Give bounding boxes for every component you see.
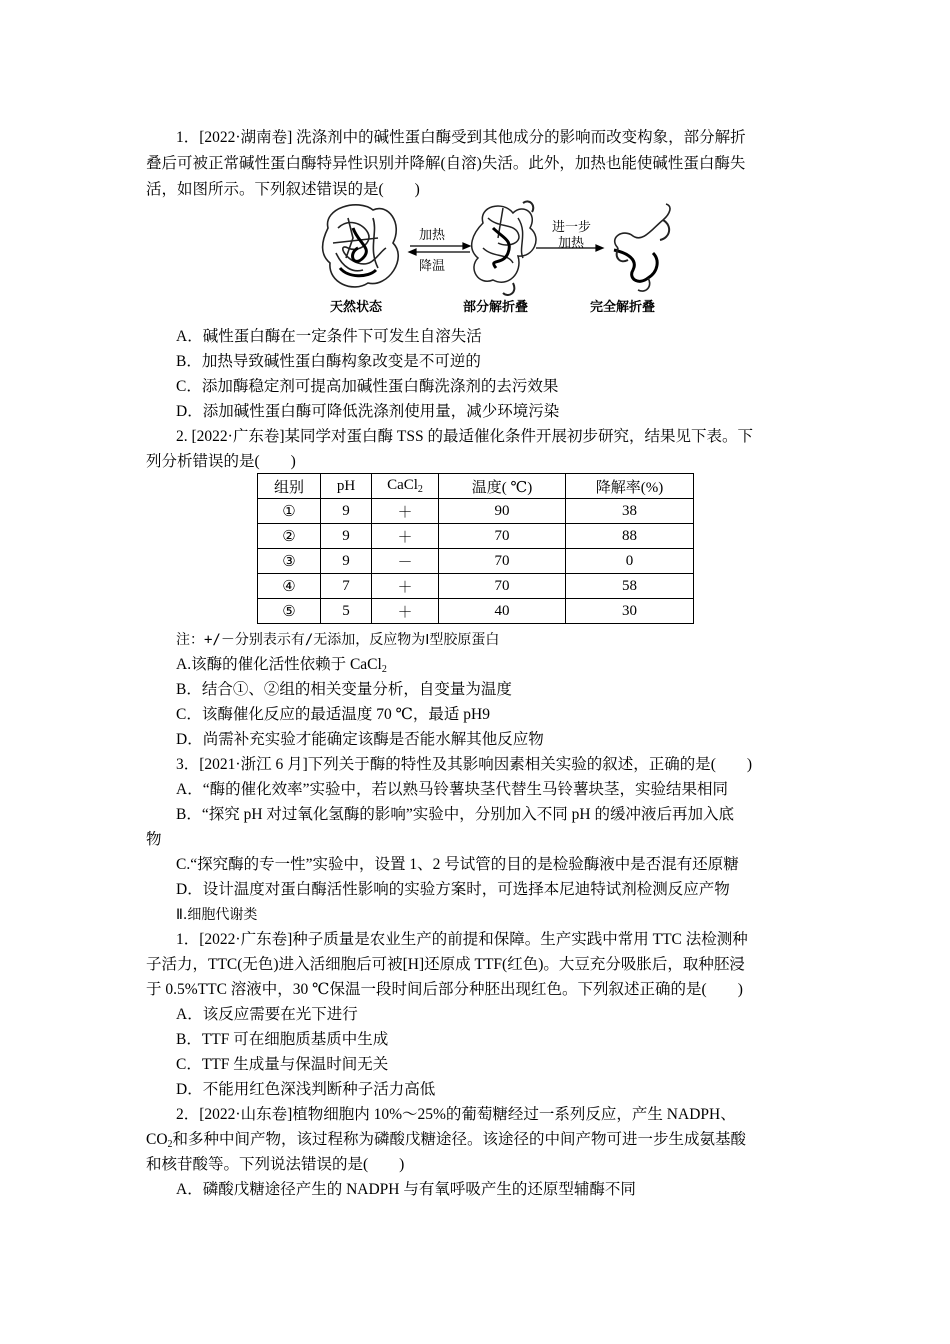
s2-q1-option-a: A．该反应需要在光下进行 bbox=[176, 1006, 358, 1023]
table-row bbox=[258, 499, 694, 524]
cell-temperature: 90 bbox=[439, 499, 566, 524]
arrow-cool-label: 降温 bbox=[419, 259, 446, 274]
section-title: Ⅱ.细胞代谢类 bbox=[176, 907, 258, 923]
arrow-heat-label: 加热 bbox=[419, 228, 446, 243]
table-header-row bbox=[258, 474, 694, 499]
table-row bbox=[258, 524, 694, 549]
s2-q1-line-2: 子活力，TTC(无色)进入活细胞后可被[H]还原成 TTF(红色)。大豆充分吸胀后，取种胚浸 bbox=[146, 956, 745, 973]
full-unfold-label: 完全解折叠 bbox=[590, 300, 656, 315]
cell-ph: 5 bbox=[321, 599, 372, 624]
cell-rate: 30 bbox=[566, 599, 694, 624]
cell-group: ① bbox=[258, 499, 321, 524]
native-protein-illustration bbox=[323, 205, 399, 287]
q3-option-b-line-1: B．“探究 pH 对过氧化氢酶的影响”实验中，分别加入不同 pH 的缓冲液后再加入底 bbox=[176, 806, 734, 823]
arrow-further-label: 进一步 bbox=[552, 220, 592, 235]
cell-rate: 88 bbox=[566, 524, 694, 549]
cell-cacl2: ＋ bbox=[372, 574, 439, 599]
cell-temperature: 70 bbox=[439, 549, 566, 574]
q2-line-1: 2. [2022·广东卷]某同学对蛋白酶 TSS 的最适催化条件开展初步研究，结果见下表。下 bbox=[176, 428, 753, 445]
partial-unfolded-protein-illustration bbox=[472, 201, 536, 295]
s2-q2-option-a: A．磷酸戊糖途径产生的 NADPH 与有氧呼吸产生的还原型辅酶不同 bbox=[176, 1181, 636, 1198]
cell-cacl2: ＋ bbox=[372, 524, 439, 549]
cell-ph: 9 bbox=[321, 524, 372, 549]
q1-line-1: 1．[2022·湖南卷] 洗涤剂中的碱性蛋白酶受到其他成分的影响而改变构象，部分解折 bbox=[176, 129, 746, 146]
s2-q2-line-1: 2．[2022·山东卷]植物细胞内 10%～25%的葡萄糖经过一系列反应，产生 NADPH、 bbox=[176, 1106, 736, 1123]
cell-ph: 9 bbox=[321, 499, 372, 524]
q3-option-c: C.“探究酶的专一性”实验中，设置 1、2 号试管的目的是检验酶液中是否混有还原糖 bbox=[176, 856, 739, 873]
q3-option-a: A．“酶的催化效率”实验中，若以熟马铃薯块茎代替生马铃薯块茎，实验结果相同 bbox=[176, 781, 728, 798]
s2-q2-line-2: $CO_2$和多种中间产物，该过程称为磷酸戊糖途径。该途径的中间产物可进一步生成氨基酸 bbox=[146, 1131, 747, 1150]
cell-temperature: 70 bbox=[439, 524, 566, 549]
q1-option-a: A．碱性蛋白酶在一定条件下可发生自溶失活 bbox=[176, 328, 482, 345]
cell-rate: 0 bbox=[566, 549, 694, 574]
cell-rate: 38 bbox=[566, 499, 694, 524]
s2-q1-line-1: 1．[2022·广东卷]种子质量是农业生产的前提和保障。生产实践中常用 TTC 法检测种 bbox=[176, 931, 748, 948]
cell-group: ③ bbox=[258, 549, 321, 574]
q3-option-d: D．设计温度对蛋白酶活性影响的实验方案时，可选择本尼迪特试剂检测反应产物 bbox=[176, 881, 730, 898]
q1-option-c: C．添加酶稳定剂可提高加碱性蛋白酶洗涤剂的去污效果 bbox=[176, 378, 559, 395]
cell-ph: 9 bbox=[321, 549, 372, 574]
arrow-heat2-label: 加热 bbox=[558, 236, 585, 251]
native-state-label: 天然状态 bbox=[330, 300, 383, 315]
cell-group: ④ bbox=[258, 574, 321, 599]
s2-q2-line-3: 和核苷酸等。下列说法错误的是( ) bbox=[146, 1156, 405, 1173]
table-row bbox=[258, 574, 694, 599]
cell-cacl2: ＋ bbox=[372, 599, 439, 624]
cell-group: ② bbox=[258, 524, 321, 549]
cell-rate: 58 bbox=[566, 574, 694, 599]
protein-unfolding-figure bbox=[318, 198, 678, 316]
partial-unfold-label: 部分解折叠 bbox=[463, 300, 529, 315]
q3-option-b-line-2: 物 bbox=[146, 831, 162, 848]
s2-q1-line-3: 于 0.5%TTC 溶液中，30 ℃保温一段时间后部分种胚出现红色。下列叙述正确的是( ) bbox=[146, 981, 743, 998]
q2-option-b: B．结合①、②组的相关变量分析，自变量为温度 bbox=[176, 681, 512, 698]
s2-q1-option-c: C．TTF 生成量与保温时间无关 bbox=[176, 1056, 389, 1073]
q2-line-2: 列分析错误的是( ) bbox=[146, 453, 296, 470]
header-cacl2: CaCl$_2$ bbox=[372, 474, 439, 499]
header-temperature: 温度( ℃) bbox=[439, 474, 566, 499]
q1-line-2: 叠后可被正常碱性蛋白酶特异性识别并降解(自溶)失活。此外，加热也能使碱性蛋白酶失 bbox=[146, 155, 746, 172]
header-group: 组别 bbox=[258, 474, 321, 499]
header-ph: pH bbox=[321, 474, 372, 499]
full-unfolded-protein-illustration bbox=[614, 204, 670, 291]
q1-option-b: B．加热导致碱性蛋白酶构象改变是不可逆的 bbox=[176, 353, 481, 370]
table-row bbox=[258, 549, 694, 574]
cell-cacl2: － bbox=[372, 549, 439, 574]
s2-q1-option-b: B．TTF 可在细胞质基质中生成 bbox=[176, 1031, 389, 1048]
cell-group: ⑤ bbox=[258, 599, 321, 624]
q2-option-c: C．该酶催化反应的最适温度 70 ℃，最适 pH9 bbox=[176, 706, 490, 723]
cell-ph: 7 bbox=[321, 574, 372, 599]
cell-temperature: 40 bbox=[439, 599, 566, 624]
q2-option-d: D．尚需补充实验才能确定该酶是否能水解其他反应物 bbox=[176, 731, 544, 748]
enzyme-data-table bbox=[257, 473, 694, 624]
header-degradation-rate: 降解率(%) bbox=[566, 474, 694, 499]
s2-q1-option-d: D．不能用红色深浅判断种子活力高低 bbox=[176, 1081, 436, 1098]
q1-line-3: 活，如图所示。下列叙述错误的是( ) bbox=[146, 181, 420, 198]
q2-option-a: A.该酶的催化活性依赖于 CaCl$_2$ bbox=[176, 656, 387, 675]
reversible-arrows bbox=[409, 243, 470, 255]
q1-option-d: D．添加碱性蛋白酶可降低洗涤剂使用量，减少环境污染 bbox=[176, 403, 560, 420]
table-note: 注：+/－分别表示有/无添加，反应物为Ⅰ型胶原蛋白 bbox=[176, 632, 500, 648]
table-row bbox=[258, 599, 694, 624]
cell-cacl2: ＋ bbox=[372, 499, 439, 524]
cell-temperature: 70 bbox=[439, 574, 566, 599]
q3-line-1: 3．[2021·浙江 6 月]下列关于酶的特性及其影响因素相关实验的叙述，正确的是( ) bbox=[176, 756, 753, 773]
